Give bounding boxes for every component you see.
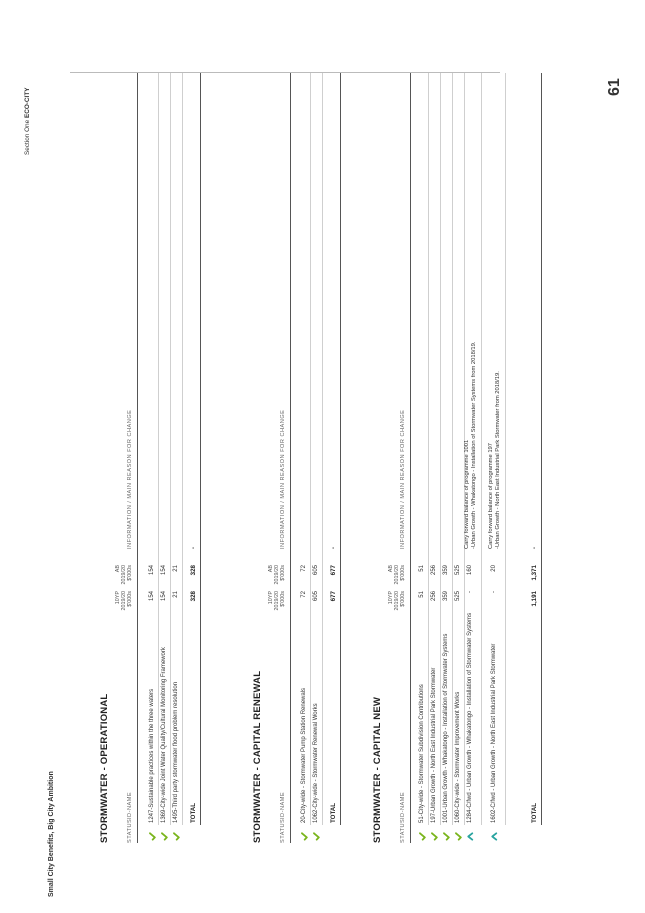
renewal-row-divider [322, 73, 323, 825]
operational-row-name: 1495-Third party stormwater flood problem resolution [173, 681, 179, 823]
check-icon [148, 832, 157, 841]
renewal-row-name: 20-City-wide - Stormwater Pump Station Renewals [301, 687, 307, 823]
renewal-total-ab: 677 [330, 565, 337, 576]
operational-col1-header: 10YP [115, 591, 121, 605]
new-row-info: Carry forward balance of programme 1001 [464, 439, 470, 549]
new-col1-header: 2019/20 [394, 591, 400, 611]
check-icon [172, 832, 181, 841]
increase-chevron-icon [466, 832, 475, 841]
section-header [24, 88, 31, 156]
new-row-divider [481, 73, 482, 825]
operational-row-name: 1247-Sustainable practices within the three waters [149, 688, 155, 823]
new-total-10yp: 1,191 [531, 591, 538, 607]
operational-row-divider [170, 73, 171, 825]
operational-col2-header: 2019/20 [121, 565, 127, 585]
new-row-ab: 51 [419, 565, 425, 572]
new-row-ab: 160 [467, 565, 473, 576]
renewal-header-rule [290, 73, 291, 843]
renewal-col2-header: AB [268, 565, 274, 573]
new-row-10yp: 525 [455, 591, 461, 602]
new-row-divider [505, 73, 506, 825]
new-row-info: -Urban Growth - North East Industrial Park Stormwater from 2018/19. [495, 371, 501, 549]
operational-total-10yp: 328 [190, 591, 197, 602]
operational-row-ab: 154 [149, 565, 155, 576]
new-row-10yp: - [491, 591, 497, 593]
new-status-header: STATUS [400, 818, 406, 843]
new-row-name: 197-Urban Growth - North East Industrial Park Stormwater [431, 667, 437, 823]
operational-row-10yp: 154 [149, 591, 155, 602]
renewal-row-ab: 72 [301, 565, 307, 572]
renewal-row-divider [310, 73, 311, 825]
operational-row-name: 1369-City-wide Joint Water Quality/Cultural Monitoring Framework [161, 647, 167, 823]
operational-section-title: STORMWATER - OPERATIONAL [99, 693, 110, 843]
new-col2-header: $'000s [400, 565, 406, 581]
renewal-total-rule [340, 73, 341, 825]
increase-chevron-icon [490, 832, 499, 841]
check-icon [418, 832, 427, 841]
operational-col1-header: $'000s [127, 591, 133, 607]
renewal-total-info: - [330, 546, 337, 549]
operational-idname-header: ID-NAME [127, 791, 133, 819]
new-row-10yp: 359 [443, 591, 449, 602]
new-row-name: 1001-Urban Growth - Whakatongo - Installation of Stormwater Systems [443, 633, 449, 823]
renewal-row-10yp: 605 [313, 591, 319, 602]
operational-info-header: INFORMATION / MAIN REASON FOR CHANGE [127, 409, 133, 549]
new-idname-header: ID-NAME [400, 791, 406, 819]
renewal-col1-header: 2019/20 [274, 591, 280, 611]
new-row-name: 51-City-wide - Stormwater Subdivision Contributions [419, 684, 425, 823]
operational-row-ab: 154 [161, 565, 167, 576]
operational-col2-header: $'000s [127, 565, 133, 581]
new-total-ab: 1,371 [531, 565, 538, 581]
operational-total-label: TOTAL [190, 802, 197, 823]
new-row-10yp: 256 [431, 591, 437, 602]
renewal-col1-header: $'000s [280, 591, 286, 607]
renewal-total-10yp: 677 [330, 591, 337, 602]
renewal-row-name: 1062-City-wide - Stormwater Renewal Works [313, 703, 319, 823]
operational-total-info: - [190, 546, 197, 549]
renewal-info-header: INFORMATION / MAIN REASON FOR CHANGE [280, 409, 286, 549]
operational-row-ab: 21 [173, 565, 179, 572]
page-number: 61 [606, 78, 623, 96]
check-icon [312, 832, 321, 841]
new-total-rule [541, 73, 542, 825]
operational-col1-header: 2019/20 [121, 591, 127, 611]
new-row-ab: 20 [491, 565, 497, 572]
renewal-row-ab: 605 [313, 565, 319, 576]
check-icon [442, 832, 451, 841]
new-info-header: INFORMATION / MAIN REASON FOR CHANGE [400, 409, 406, 549]
check-icon [430, 832, 439, 841]
new-col2-header: AB [388, 565, 394, 573]
renewal-status-header: STATUS [280, 818, 286, 843]
renewal-section-title: STORMWATER - CAPITAL RENEWAL [252, 670, 263, 843]
operational-row-10yp: 21 [173, 591, 179, 598]
operational-header-rule [137, 73, 138, 843]
new-row-divider [452, 73, 453, 825]
new-total-label: TOTAL [531, 802, 538, 823]
new-col1-header: $'000s [400, 591, 406, 607]
renewal-col2-header: $'000s [280, 565, 286, 581]
section-prefix: Section One [24, 119, 31, 155]
operational-status-header: STATUS [127, 818, 133, 843]
check-icon [300, 832, 309, 841]
new-col1-header: 10YP [388, 591, 394, 605]
check-icon [160, 832, 169, 841]
operational-row-10yp: 154 [161, 591, 167, 602]
new-row-name: 1284-C/fwd - Urban Growth - Whakatongo - Installation of Stormwater Systems [467, 612, 473, 823]
header-rule [70, 72, 500, 73]
new-total-info: - [531, 546, 538, 549]
operational-total-ab: 328 [190, 565, 197, 576]
new-header-rule [410, 73, 411, 843]
operational-col2-header: AB [115, 565, 121, 573]
new-row-ab: 256 [431, 565, 437, 576]
new-section-title: STORMWATER - CAPITAL NEW [372, 696, 383, 843]
renewal-row-10yp: 72 [301, 591, 307, 598]
new-row-10yp: 51 [419, 591, 425, 598]
new-row-name: 1060-City-wide - Stormwater Improvement Works [455, 691, 461, 823]
new-row-info: Carry forward balance of programme 197 [488, 442, 494, 549]
new-row-name: 1602-C/fwd - Urban Growth - North East Industrial Park Stormwater [491, 643, 497, 823]
check-icon [454, 832, 463, 841]
operational-row-divider [158, 73, 159, 825]
new-row-info: -Urban Growth - Whakatongo - Installation of Stormwater Systems from 2018/19. [471, 341, 477, 549]
new-row-ab: 359 [443, 565, 449, 576]
new-col2-header: 2019/20 [394, 565, 400, 585]
new-row-divider [440, 73, 441, 825]
renewal-idname-header: ID-NAME [280, 791, 286, 819]
footer-title: Small City Benefits, Big City Ambition [48, 771, 55, 897]
renewal-col1-header: 10YP [268, 591, 274, 605]
operational-row-divider [182, 73, 183, 825]
new-row-ab: 525 [455, 565, 461, 576]
renewal-col2-header: 2019/20 [274, 565, 280, 585]
operational-total-rule [200, 73, 201, 825]
new-row-10yp: - [467, 591, 473, 593]
section-name: ECO-CITY [24, 87, 31, 119]
new-row-divider [428, 73, 429, 825]
renewal-total-label: TOTAL [330, 802, 337, 823]
